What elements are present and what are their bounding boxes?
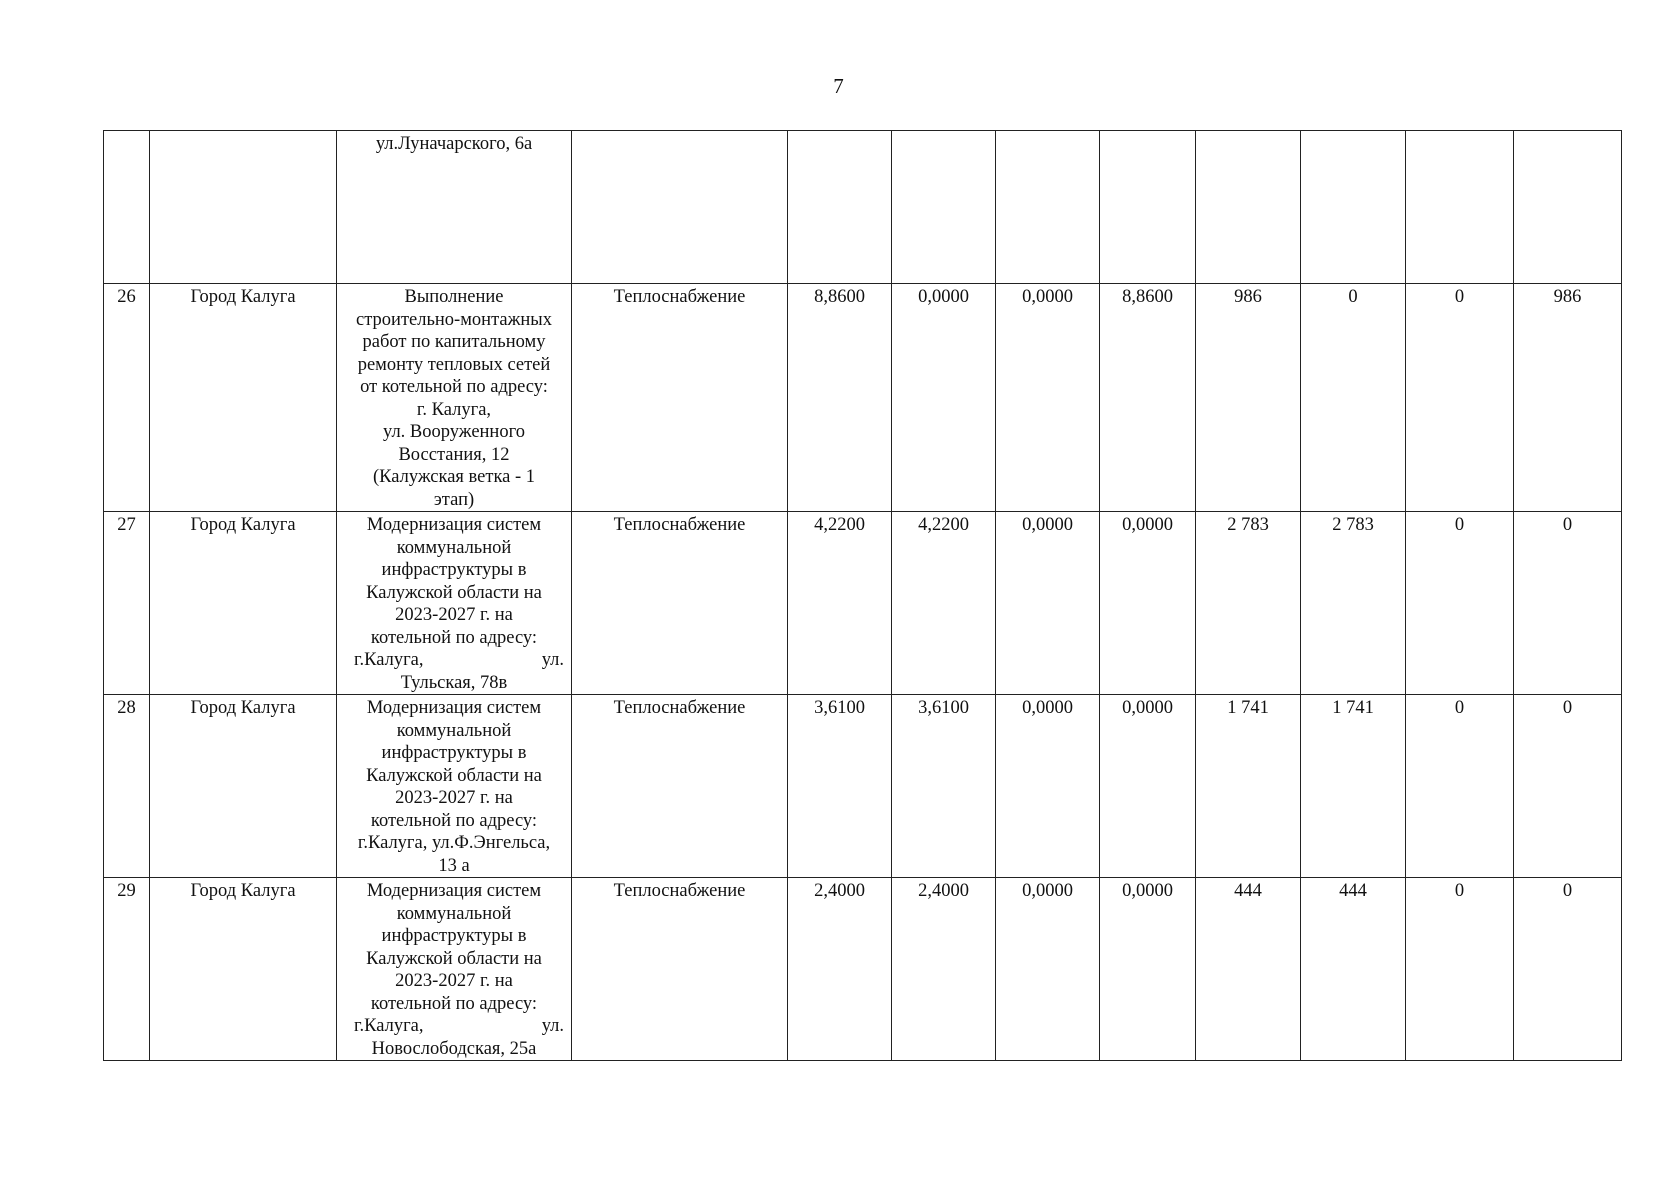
description-line: (Калужская ветка - 1 xyxy=(372,467,536,487)
cell-description xyxy=(337,131,572,284)
cell-v8: 986 xyxy=(1514,284,1622,512)
description-line: Модернизация систем xyxy=(366,698,542,718)
cell-v8: 0 xyxy=(1514,878,1622,1061)
cell-v6: 0 xyxy=(1301,284,1406,512)
description-line: коммунальной xyxy=(396,720,512,741)
table-row xyxy=(104,695,1622,878)
description-line: инфраструктуры в xyxy=(381,743,527,763)
table-row xyxy=(104,284,1622,512)
description-line: 2023-2027 г. на xyxy=(395,788,513,808)
description-split-line xyxy=(340,1015,568,1038)
cell-description xyxy=(337,512,572,695)
cell-v7: 0 xyxy=(1406,512,1514,695)
cell-no: 27 xyxy=(104,512,150,695)
cell-sector: Теплоснабжение xyxy=(572,878,788,1061)
cell-description xyxy=(337,695,572,878)
table-row xyxy=(104,878,1622,1061)
description-line: ремонту тепловых сетей xyxy=(357,354,551,375)
cell-v1: 3,6100 xyxy=(788,695,892,878)
description-line: Новослободская, 25а xyxy=(371,1038,537,1059)
cell-v2: 4,2200 xyxy=(892,512,996,695)
description-line: Модернизация систем xyxy=(366,515,542,535)
description-split-right: ул. xyxy=(541,650,564,670)
cell-no: 29 xyxy=(104,878,150,1061)
table-body xyxy=(104,131,1622,1061)
cell-v5: 444 xyxy=(1196,878,1301,1061)
description-line: этап) xyxy=(433,489,475,510)
cell-municipality: Город Калуга xyxy=(150,512,337,695)
cell-v4: 8,8600 xyxy=(1100,284,1196,512)
cell-no: 26 xyxy=(104,284,150,512)
cell-sector xyxy=(572,131,788,284)
description-line: Восстания, 12 xyxy=(398,444,510,465)
description-line: работ по капитальному xyxy=(362,332,546,352)
cell-v8 xyxy=(1514,131,1622,284)
cell-v7: 0 xyxy=(1406,878,1514,1061)
description-line: инфраструктуры в xyxy=(381,560,527,580)
cell-municipality xyxy=(150,131,337,284)
cell-description xyxy=(337,284,572,512)
description-line: ул. Вооруженного xyxy=(383,422,525,442)
description-line: от котельной по адресу: xyxy=(360,377,548,397)
cell-no: 28 xyxy=(104,695,150,878)
cell-v3: 0,0000 xyxy=(996,695,1100,878)
description-line: Тульская, 78в xyxy=(400,672,508,693)
projects-table xyxy=(103,130,1622,1061)
cell-v4: 0,0000 xyxy=(1100,512,1196,695)
description-line: Выполнение xyxy=(404,287,504,307)
description-line: Калужской области на xyxy=(366,582,542,603)
description-line: г. Калуга, xyxy=(416,399,492,420)
description-line: Калужской области на xyxy=(366,948,542,969)
cell-v8: 0 xyxy=(1514,512,1622,695)
description-split-right: ул. xyxy=(541,1016,564,1036)
cell-sector: Теплоснабжение xyxy=(572,284,788,512)
cell-v1: 2,4000 xyxy=(788,878,892,1061)
description-line: коммунальной xyxy=(396,903,512,924)
description-split-line xyxy=(340,649,568,672)
cell-v1 xyxy=(788,131,892,284)
cell-v2: 0,0000 xyxy=(892,284,996,512)
cell-v3: 0,0000 xyxy=(996,284,1100,512)
description-split-left: г.Калуга, xyxy=(354,1016,424,1036)
cell-municipality: Город Калуга xyxy=(150,695,337,878)
cell-v2: 3,6100 xyxy=(892,695,996,878)
cell-v1: 4,2200 xyxy=(788,512,892,695)
cell-v3: 0,0000 xyxy=(996,512,1100,695)
cell-v6: 2 783 xyxy=(1301,512,1406,695)
cell-v5: 2 783 xyxy=(1196,512,1301,695)
description-line: котельной по адресу: xyxy=(370,627,538,648)
cell-v5: 986 xyxy=(1196,284,1301,512)
cell-municipality: Город Калуга xyxy=(150,284,337,512)
cell-no xyxy=(104,131,150,284)
cell-v2 xyxy=(892,131,996,284)
cell-v4: 0,0000 xyxy=(1100,878,1196,1061)
description-line: строительно-монтажных xyxy=(356,309,552,330)
cell-v6: 1 741 xyxy=(1301,695,1406,878)
cell-v7: 0 xyxy=(1406,284,1514,512)
description-line: Калужской области на xyxy=(366,765,542,786)
description-line: 13 а xyxy=(438,855,470,876)
table-row-continuation xyxy=(104,131,1622,284)
cell-sector: Теплоснабжение xyxy=(572,512,788,695)
cell-description xyxy=(337,878,572,1061)
cell-v6 xyxy=(1301,131,1406,284)
cell-v3: 0,0000 xyxy=(996,878,1100,1061)
cell-v7: 0 xyxy=(1406,695,1514,878)
cell-v6: 444 xyxy=(1301,878,1406,1061)
cell-v8: 0 xyxy=(1514,695,1622,878)
cell-v2: 2,4000 xyxy=(892,878,996,1061)
table-row xyxy=(104,512,1622,695)
cell-v7 xyxy=(1406,131,1514,284)
cell-v4: 0,0000 xyxy=(1100,695,1196,878)
cell-v4 xyxy=(1100,131,1196,284)
cell-v5: 1 741 xyxy=(1196,695,1301,878)
description-split-left: г.Калуга, xyxy=(354,650,424,670)
description-line: инфраструктуры в xyxy=(381,926,527,946)
description-line: котельной по адресу: xyxy=(370,993,538,1014)
description-line: коммунальной xyxy=(396,537,512,558)
description-line: 2023-2027 г. на xyxy=(395,971,513,991)
cell-v1: 8,8600 xyxy=(788,284,892,512)
description-line: 2023-2027 г. на xyxy=(395,605,513,625)
description-line: г.Калуга, ул.Ф.Энгельса, xyxy=(357,833,551,853)
cell-municipality: Город Калуга xyxy=(150,878,337,1061)
description-line: Модернизация систем xyxy=(366,881,542,901)
page-number: 7 xyxy=(833,74,844,98)
description-line: котельной по адресу: xyxy=(370,810,538,831)
description-line: ул.Луначарского, 6а xyxy=(375,134,533,154)
cell-v5 xyxy=(1196,131,1301,284)
cell-sector: Теплоснабжение xyxy=(572,695,788,878)
cell-v3 xyxy=(996,131,1100,284)
